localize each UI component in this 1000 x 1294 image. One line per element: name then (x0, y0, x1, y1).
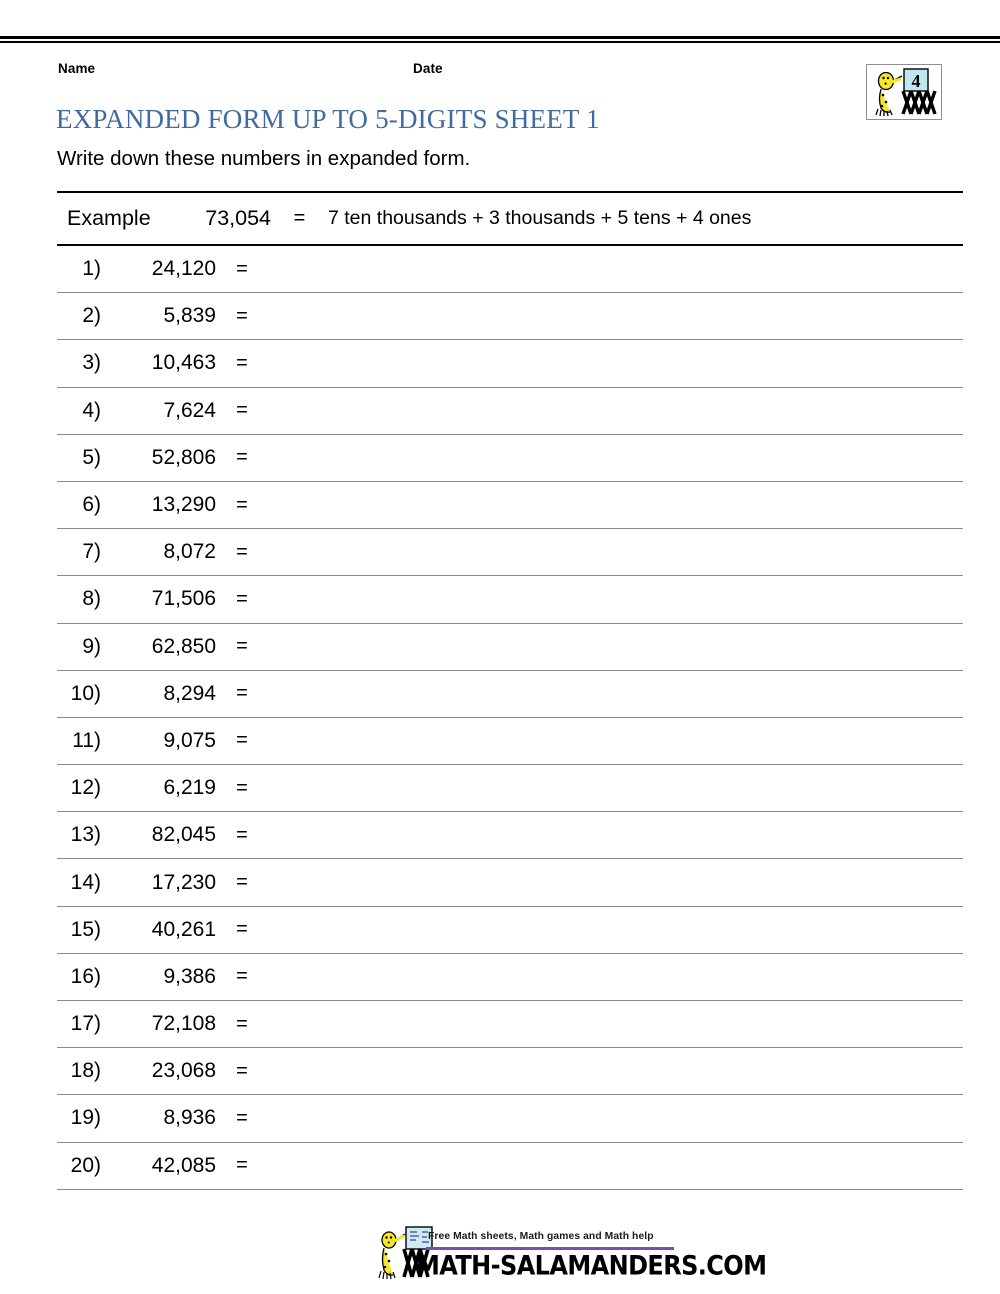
row-number-value: 72,108 (151, 1012, 216, 1036)
grade-badge-logo (866, 64, 942, 120)
row-number-value: 13,290 (151, 493, 216, 517)
page-top-rule (0, 36, 1000, 43)
row-index: 17) (70, 1012, 101, 1036)
row-equals-sign: = (236, 1012, 248, 1035)
row-index: 4) (82, 398, 101, 422)
table-row (57, 435, 963, 482)
row-number-value: 40,261 (151, 917, 216, 941)
table-row (57, 812, 963, 859)
table-row (57, 529, 963, 576)
table-row (57, 718, 963, 765)
footer-branding (376, 1222, 767, 1284)
footer-tagline: Free Math sheets, Math games and Math help (428, 1231, 654, 1242)
row-number-value: 9,075 (163, 728, 216, 752)
row-index: 19) (70, 1106, 101, 1130)
problem-rows-container (57, 246, 963, 1190)
table-row (57, 340, 963, 387)
row-equals-sign: = (236, 729, 248, 752)
row-equals-sign: = (236, 1154, 248, 1177)
row-number-value: 23,068 (151, 1059, 216, 1083)
row-index: 16) (70, 964, 101, 988)
row-number-value: 8,072 (163, 540, 216, 564)
row-number-value: 8,936 (163, 1106, 216, 1130)
row-number-value: 82,045 (151, 823, 216, 847)
row-number-value: 71,506 (151, 587, 216, 611)
table-row (57, 1048, 963, 1095)
example-value: 73,054 (205, 206, 271, 230)
row-index: 13) (70, 823, 101, 847)
row-number-value: 62,850 (151, 634, 216, 658)
row-index: 6) (82, 493, 101, 517)
problem-table (57, 191, 963, 1190)
row-number-value: 6,219 (163, 776, 216, 800)
row-number-value: 24,120 (151, 257, 216, 281)
row-index: 10) (70, 681, 101, 705)
table-row (57, 765, 963, 812)
example-row (57, 191, 963, 246)
table-row (57, 246, 963, 293)
row-equals-sign: = (236, 776, 248, 799)
header-fields (58, 60, 848, 80)
row-index: 8) (82, 587, 101, 611)
row-index: 5) (82, 445, 101, 469)
row-equals-sign: = (236, 399, 248, 422)
row-index: 20) (70, 1153, 101, 1177)
row-equals-sign: = (236, 682, 248, 705)
row-index: 9) (82, 634, 101, 658)
row-equals-sign: = (236, 1106, 248, 1129)
row-equals-sign: = (236, 635, 248, 658)
row-equals-sign: = (236, 304, 248, 327)
page-subtitle: Write down these numbers in expanded form. (57, 147, 471, 170)
row-index: 15) (70, 917, 101, 941)
row-index: 11) (72, 728, 101, 752)
row-equals-sign: = (236, 257, 248, 280)
table-row (57, 482, 963, 529)
row-equals-sign: = (236, 587, 248, 610)
row-number-value: 52,806 (151, 445, 216, 469)
table-row (57, 954, 963, 1001)
row-number-value: 10,463 (151, 351, 216, 375)
table-row (57, 576, 963, 623)
row-equals-sign: = (236, 493, 248, 516)
row-number-value: 5,839 (163, 304, 216, 328)
example-equals-sign: = (293, 207, 306, 229)
row-equals-sign: = (236, 540, 248, 563)
row-index: 2) (82, 304, 101, 328)
row-index: 14) (70, 870, 101, 894)
name-field-label: Name (58, 61, 96, 76)
row-index: 18) (70, 1059, 101, 1083)
row-index: 12) (70, 776, 101, 800)
row-equals-sign: = (236, 446, 248, 469)
date-field-label: Date (413, 61, 443, 76)
table-row (57, 1095, 963, 1142)
row-equals-sign: = (236, 918, 248, 941)
row-index: 7) (82, 540, 101, 564)
svg-text:4: 4 (911, 71, 921, 91)
row-equals-sign: = (236, 871, 248, 894)
row-equals-sign: = (236, 351, 248, 374)
row-number-value: 42,085 (151, 1153, 216, 1177)
table-row (57, 1143, 963, 1190)
row-index: 1) (82, 257, 101, 281)
row-equals-sign: = (236, 1059, 248, 1082)
table-row (57, 624, 963, 671)
salamander-grade-icon (867, 65, 940, 118)
row-index: 3) (82, 351, 101, 375)
table-row (57, 907, 963, 954)
example-label: Example (67, 206, 151, 230)
table-row (57, 388, 963, 435)
example-answer: 7 ten thousands + 3 thousands + 5 tens + 4 ones (328, 207, 752, 229)
table-row (57, 859, 963, 906)
page-footer (0, 1222, 1000, 1288)
table-row (57, 1001, 963, 1048)
row-number-value: 7,624 (163, 398, 216, 422)
row-equals-sign: = (236, 965, 248, 988)
row-number-value: 8,294 (163, 681, 216, 705)
table-row (57, 293, 963, 340)
row-number-value: 17,230 (151, 870, 216, 894)
page-title: EXPANDED FORM UP TO 5-DIGITS SHEET 1 (56, 104, 600, 134)
table-row (57, 671, 963, 718)
row-equals-sign: = (236, 823, 248, 846)
row-number-value: 9,386 (163, 964, 216, 988)
footer-domain-text: MATH-SALAMANDERS.COM (416, 1250, 767, 1282)
